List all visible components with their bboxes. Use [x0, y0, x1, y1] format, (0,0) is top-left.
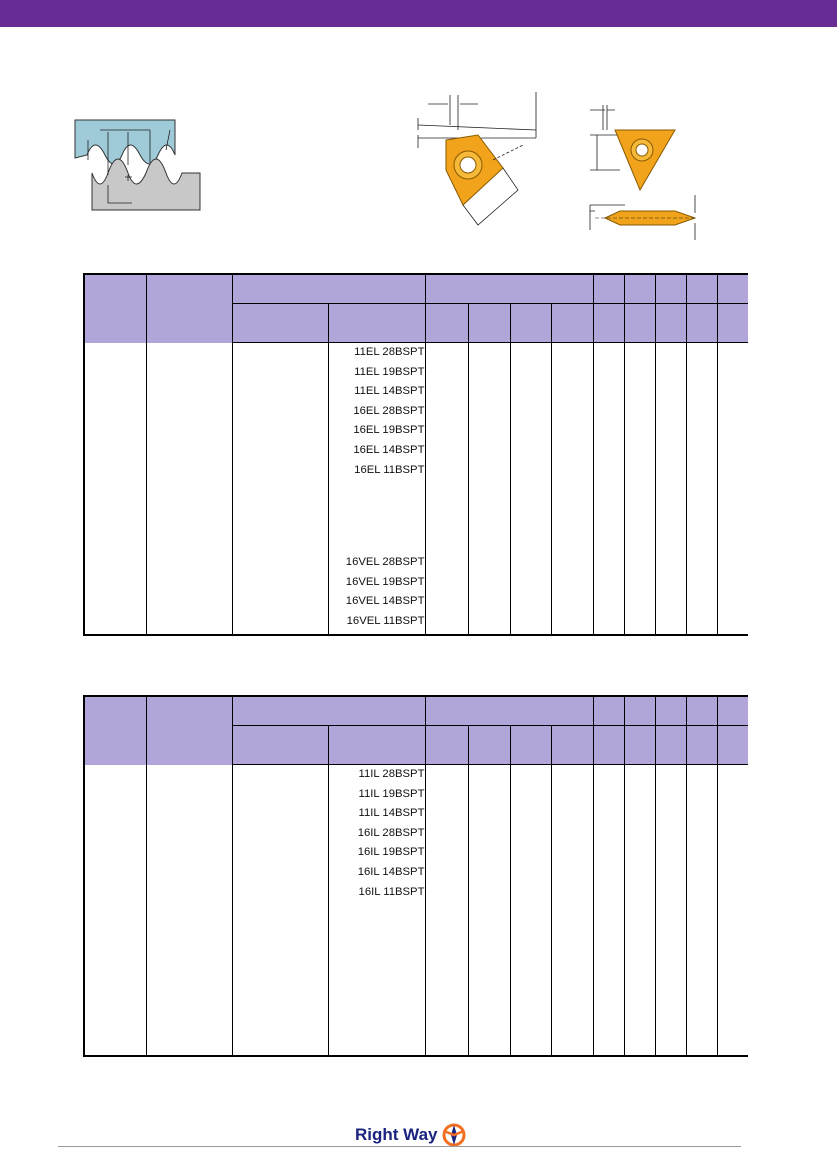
header-group-cell: [232, 696, 425, 726]
header-cell: [551, 726, 593, 765]
header-cell: [232, 304, 328, 343]
header-group-cell: [425, 274, 593, 304]
logo-text: Right Way: [355, 1125, 438, 1144]
insert-code: 16EL 28BSPT: [353, 404, 425, 417]
insert-code: 11EL 14BSPT: [354, 385, 425, 398]
table-cell: [593, 343, 624, 636]
table-cell: [624, 765, 655, 1057]
insert-code: 16EL 11BSPT: [354, 463, 425, 476]
right-way-emblem-icon: [441, 1122, 467, 1148]
header-cell: [468, 726, 510, 765]
table-cell: [593, 765, 624, 1057]
insert-code: 16VEL 11BSPT: [346, 614, 425, 627]
header-cell: [328, 304, 425, 343]
insert-code: 16IL 11BSPT: [358, 885, 425, 898]
table-cell: [551, 343, 593, 636]
material-swatch-yellow: [624, 274, 655, 304]
insert-code: 16VEL 14BSPT: [345, 595, 425, 608]
table-cell: [655, 765, 686, 1057]
header-cell: [624, 726, 655, 765]
table-cell: [510, 765, 551, 1057]
insert-code: 16IL 14BSPT: [357, 865, 425, 878]
header-cell: [686, 726, 717, 765]
material-swatch-red: [655, 274, 686, 304]
table-cell: [655, 343, 686, 636]
header-cell: [593, 726, 624, 765]
table-header-row-1: [84, 696, 748, 726]
insert-code: 11EL 28BSPT: [354, 346, 425, 358]
material-swatch-yellow: [624, 696, 655, 726]
table-cell: [717, 765, 748, 1057]
header-cell: [468, 304, 510, 343]
insert-code: 16VEL 19BSPT: [345, 575, 425, 588]
table-body-row: [84, 343, 748, 636]
header-group-cell: [232, 274, 425, 304]
external-threading-insert-table: [83, 273, 748, 636]
header-cell: [551, 304, 593, 343]
header-cell: [686, 304, 717, 343]
header-cell: [84, 696, 146, 765]
insert-code: 11IL 19BSPT: [358, 787, 425, 800]
thread-profile-diagram: [70, 115, 205, 215]
header-cell: [232, 726, 328, 765]
insert-code: 16EL 19BSPT: [353, 424, 425, 437]
insert-code: 11IL 14BSPT: [358, 807, 425, 820]
insert-code: 16IL 28BSPT: [357, 826, 425, 839]
header-cell: [146, 274, 232, 343]
material-swatch-orange: [717, 696, 748, 726]
material-swatch-blue: [593, 274, 624, 304]
insert-code-column: [328, 343, 425, 636]
material-swatch-orange: [717, 274, 748, 304]
header-cell: [593, 304, 624, 343]
insert-code: 16EL 14BSPT: [353, 443, 425, 456]
table-header-row-1: [84, 274, 748, 304]
insert-top-view-diagram: [408, 90, 548, 230]
header-cell: [425, 726, 468, 765]
header-cell: [146, 696, 232, 765]
table-cell: [146, 343, 232, 636]
table-cell: [510, 343, 551, 636]
table-cell: [84, 343, 146, 636]
header-cell: [510, 726, 551, 765]
material-swatch-red: [655, 696, 686, 726]
material-swatch-green: [686, 274, 717, 304]
header-cell: [717, 726, 748, 765]
insert-code: 11EL 19BSPT: [354, 365, 425, 378]
insert-side-view-diagram: [585, 105, 705, 240]
table-body-row: [84, 765, 748, 1057]
table-cell: [232, 343, 328, 636]
footer-divider: [58, 1146, 741, 1147]
table-cell: [686, 765, 717, 1057]
header-group-cell: [425, 696, 593, 726]
header-cell: [425, 304, 468, 343]
table-cell: [468, 343, 510, 636]
header-cell: [717, 304, 748, 343]
table-cell: [232, 765, 328, 1057]
table-cell: [468, 765, 510, 1057]
header-cell: [624, 304, 655, 343]
table-cell: [624, 343, 655, 636]
insert-code: 16VEL 28BSPT: [345, 556, 425, 569]
material-swatch-green: [686, 696, 717, 726]
header-cell: [510, 304, 551, 343]
header-cell: [328, 726, 425, 765]
insert-code-column: [328, 765, 425, 1057]
top-header-bar: [0, 0, 837, 27]
table-cell: [425, 343, 468, 636]
insert-code: 11IL 28BSPT: [358, 768, 425, 780]
table-cell: [146, 765, 232, 1057]
material-swatch-blue: [593, 696, 624, 726]
header-cell: [84, 274, 146, 343]
insert-code: 16IL 19BSPT: [357, 846, 425, 859]
table-cell: [686, 343, 717, 636]
table-cell: [425, 765, 468, 1057]
internal-threading-insert-table: [83, 695, 748, 1057]
table-cell: [551, 765, 593, 1057]
spacer: [329, 480, 425, 553]
table-cell: [717, 343, 748, 636]
header-cell: [655, 304, 686, 343]
header-cell: [655, 726, 686, 765]
table-cell: [84, 765, 146, 1057]
